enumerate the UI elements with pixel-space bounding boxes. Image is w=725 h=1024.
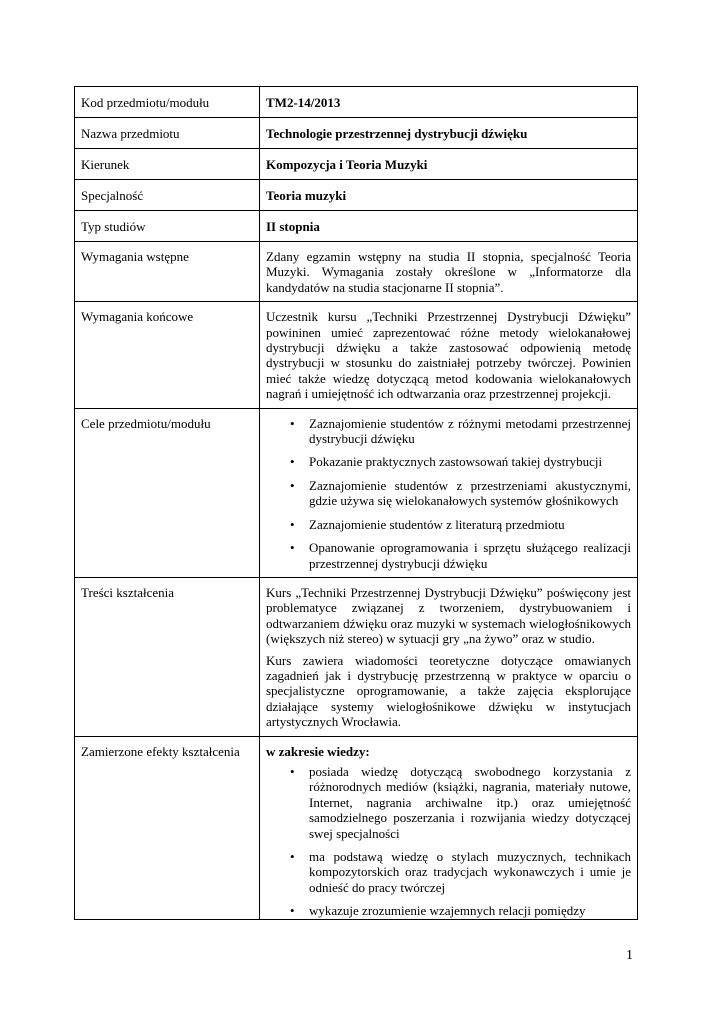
bullet-icon: •: [290, 415, 295, 431]
row-value: Teoria muzyki: [260, 180, 638, 211]
bullet-icon: •: [290, 516, 295, 532]
row-tresci: [75, 577, 638, 736]
list-item: [290, 540, 631, 571]
row-value: Kompozycja i Teoria Muzyki: [260, 149, 638, 180]
row-label: Specjalność: [75, 180, 260, 211]
row-wymagania-koncowe: [75, 302, 638, 408]
row-specjalnosc: [75, 180, 638, 211]
list-item-text: ma podstawą wiedzę o stylach muzycznych, technikach kompozytorskich oraz tradycjach wykonawczych i umie je odnieść do pracy twórczej: [309, 849, 631, 895]
row-typ-studiow: [75, 211, 638, 242]
row-efekty: [75, 736, 638, 919]
row-label: Kierunek: [75, 149, 260, 180]
list-item: [290, 477, 631, 509]
list-item-text: posiada wiedzę dotyczącą swobodnego korzystania z różnorodnych mediów (książki, nagrania, materiały nutowe, Internet, nagrania archiwalne itp.) oraz umiejętność samodzielnego poszerzania i rozwijania wiedzy dotyczącej swej specjalności: [309, 763, 631, 841]
paragraph: Kurs „Techniki Przestrzennej Dystrybucji Dźwięku” poświęcony jest problematyce związanej z tworzeniem, dystrybuowaniem i odtwarzaniem dźwięku oraz muzyki w systemach wielogłośnikowych (większych niż stereo) w sytuacji gry „na żywo” oraz w studio.: [266, 584, 631, 647]
row-kierunek: [75, 149, 638, 180]
list-item-text: wykazuje zrozumienie wzajemnych relacji pomiędzy: [309, 903, 586, 919]
row-label: Wymagania końcowe: [75, 302, 260, 408]
row-value: TM2-14/2013: [260, 87, 638, 118]
section-heading: w zakresie wiedzy:: [266, 743, 370, 759]
cele-list: [266, 416, 631, 571]
row-kod: [75, 87, 638, 118]
row-value: II stopnia: [260, 211, 638, 242]
row-value: Zdany egzamin wstępny na studia II stopnia, specjalność Teoria Muzyki. Wymagania zostały określone w „Informatorze dla kandydatów na studia stacjonarne II stopnia”.: [260, 242, 638, 302]
course-info-table: [74, 86, 638, 920]
list-item: [290, 903, 631, 919]
paragraph: Kurs zawiera wiadomości teoretyczne dotyczące omawianych zagadnień jak i dystrybucję przestrzenną w praktyce w oparciu o specjalistyczne oprogramowanie, a także zajęcia eksplorujące działające systemy wielogłośnikowe dźwięku w instytucjach artystycznych Wrocławia.: [266, 652, 631, 730]
row-label: Nazwa przedmiotu: [75, 118, 260, 149]
row-value: Technologie przestrzennej dystrybucji dźwięku: [260, 118, 638, 149]
bullet-icon: •: [290, 540, 295, 556]
row-label: Cele przedmiotu/modułu: [75, 408, 260, 577]
bullet-icon: •: [290, 763, 295, 779]
list-item: [290, 849, 631, 895]
row-label: Zamierzone efekty kształcenia: [75, 736, 260, 919]
list-item: [290, 763, 631, 841]
row-label: Typ studiów: [75, 211, 260, 242]
row-value: [260, 736, 638, 919]
list-item-text: Zaznajomienie studentów z literaturą przedmiotu: [309, 516, 565, 532]
row-label: Treści kształcenia: [75, 577, 260, 736]
efekty-list: [266, 764, 631, 919]
list-item: [290, 415, 631, 447]
list-item: [290, 454, 631, 470]
page-number: 1: [626, 948, 633, 963]
row-wymagania-wstepne: [75, 242, 638, 302]
list-item: [290, 516, 631, 532]
row-label: Wymagania wstępne: [75, 242, 260, 302]
list-item-text: Opanowanie oprogramowania i sprzętu służącego realizacji przestrzennej dystrybucji dźwięku: [309, 540, 631, 571]
row-nazwa: [75, 118, 638, 149]
list-item-text: Pokazanie praktycznych zastowsowań takiej dystrybucji: [309, 454, 603, 470]
row-value: [260, 408, 638, 577]
row-value: [260, 577, 638, 736]
list-item-text: Zaznajomienie studentów z przestrzeniami akustycznymi, gdzie używa się wielokanałowych systemów głośnikowych: [309, 477, 631, 509]
list-item-text: Zaznajomienie studentów z różnymi metodami przestrzennej dystrybucji dźwięku: [309, 415, 631, 447]
bullet-icon: •: [290, 903, 295, 919]
bullet-icon: •: [290, 477, 295, 493]
bullet-icon: •: [290, 849, 295, 864]
bullet-icon: •: [290, 454, 295, 470]
row-cele: [75, 408, 638, 577]
row-value: Uczestnik kursu „Techniki Przestrzennej Dystrybucji Dźwięku” powininen umieć zaprezentować różne metody wielokanałowej dystrybucji dźwięku a także zastosować odpowienią metodę dystrybucji w stosunku do zaistniałej potrzeby twórczej. Powinien mieć także wiedzę dotyczącą metod kodowania wielokanałowych nagrań i umiejętność ich odtwarzania oraz przestrzennej projekcji.: [260, 302, 638, 408]
row-label: Kod przedmiotu/modułu: [75, 87, 260, 118]
